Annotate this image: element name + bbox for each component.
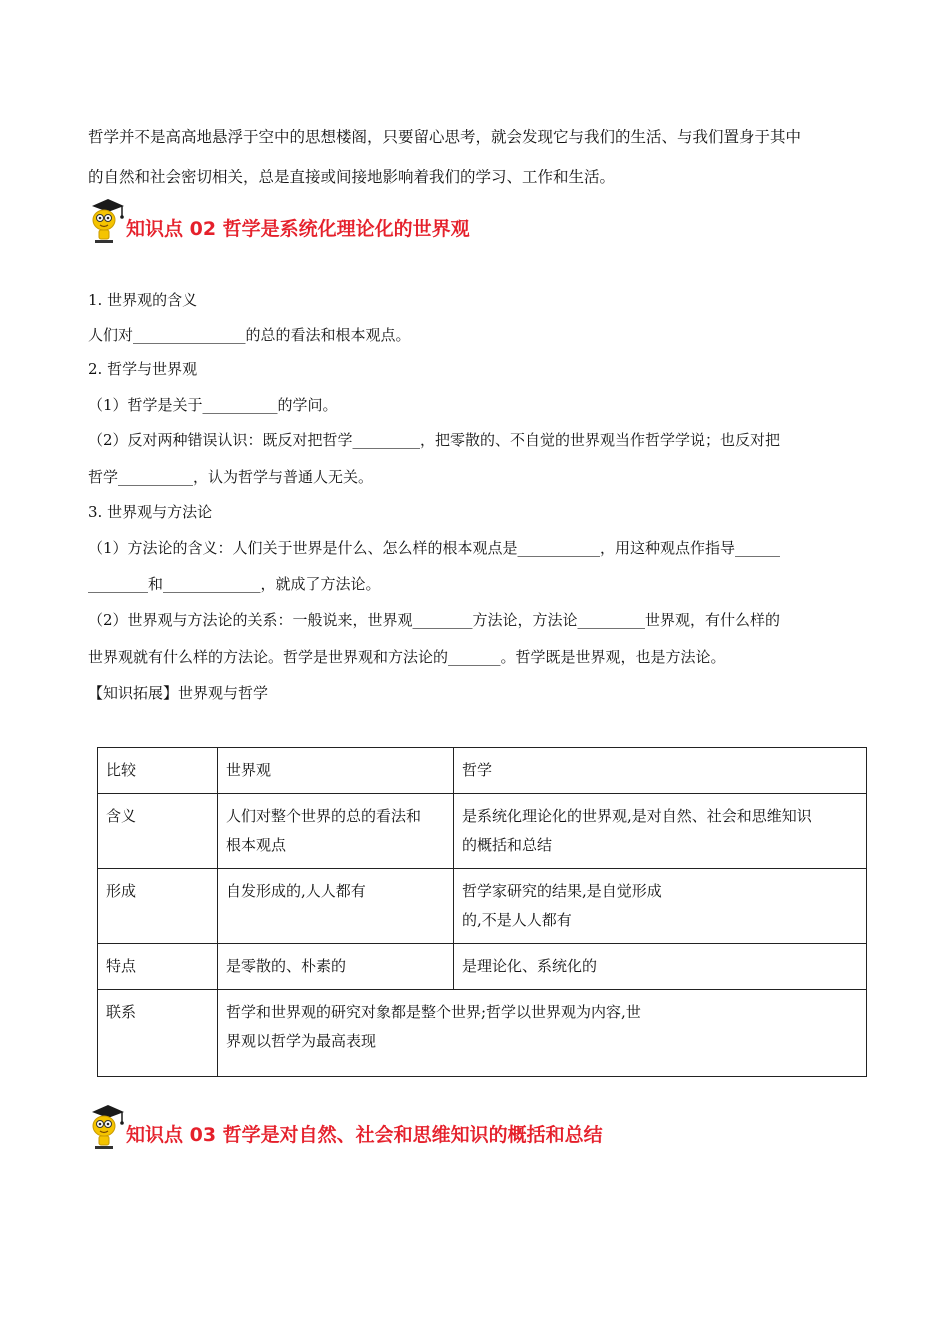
row-label: 形成: [98, 869, 218, 944]
table-row: [98, 944, 867, 990]
philosophy-cell: [454, 944, 867, 990]
knowledge-extension-title: 【知识拓展】世界观与哲学: [88, 684, 269, 702]
philosophy-cell: [454, 869, 867, 944]
item-1-title: 1. 世界观的含义: [88, 291, 198, 309]
cell-line: 自发形成的,人人都有: [226, 882, 366, 900]
item-3-point-1b: ________和_____________，就成了方法论。: [88, 575, 381, 593]
item-1-body: 人们对_______________的总的看法和根本观点。: [88, 326, 411, 344]
section-heading-03: [86, 1102, 603, 1152]
cell-line: 哲学和世界观的研究对象都是整个世界;哲学以世界观为内容,世: [226, 1003, 641, 1021]
item-3-point-2a: （2）世界观与方法论的关系：一般说来，世界观________方法论，方法论_________世界观，有什么样的: [88, 611, 781, 629]
intro-line-1: 哲学并不是高高地悬浮于空中的思想楼阁，只要留心思考，就会发现它与我们的生活、与我们置身于其中: [88, 128, 802, 146]
cell-line: 是零散的、朴素的: [226, 957, 347, 975]
section-title-02: 知识点 02 哲学是系统化理论化的世界观: [126, 217, 470, 240]
table-header-row: [98, 748, 867, 794]
philosophy-cell: [454, 794, 867, 869]
table-header-cell: 比较: [98, 748, 218, 794]
cell-line: 界观以哲学为最高表现: [226, 1032, 377, 1050]
item-3-point-1a: （1）方法论的含义：人们关于世界是什么、怎么样的根本观点是___________，用这种观点作指导______: [88, 539, 781, 557]
section-title-03: 知识点 03 哲学是对自然、社会和思维知识的概括和总结: [126, 1123, 603, 1146]
row-label: 联系: [98, 990, 218, 1077]
cell-line: 是理论化、系统化的: [462, 957, 598, 975]
item-2-point-2b: 哲学__________，认为哲学与普通人无关。: [88, 468, 374, 486]
row-label: 特点: [98, 944, 218, 990]
item-3-point-2b: 世界观就有什么样的方法论。哲学是世界观和方法论的_______。哲学既是世界观，也是方法论。: [88, 648, 726, 666]
worldview-cell: [218, 794, 454, 869]
table-header-cell: 世界观: [218, 748, 454, 794]
intro-line-2: 的自然和社会密切相关，总是直接或间接地影响着我们的学习、工作和生活。: [88, 168, 616, 186]
cell-line: 根本观点: [226, 836, 287, 854]
table-header-cell: 哲学: [454, 748, 867, 794]
item-2-point-1: （1）哲学是关于__________的学问。: [88, 396, 338, 414]
table-row: [98, 869, 867, 944]
item-2-title: 2. 哲学与世界观: [88, 360, 198, 378]
row-label: 含义: [98, 794, 218, 869]
graduate-mascot-icon: [86, 196, 126, 246]
worldview-cell: [218, 869, 454, 944]
item-3-title: 3. 世界观与方法论: [88, 503, 213, 521]
cell-line: 人们对整个世界的总的看法和: [226, 807, 422, 825]
comparison-table: [97, 747, 867, 1077]
cell-line: 是系统化理论化的世界观,是对自然、社会和思维知识: [462, 807, 812, 825]
graduate-mascot-icon: [86, 1102, 126, 1152]
table-row: [98, 794, 867, 869]
table-row: [98, 990, 867, 1077]
relation-cell: [218, 990, 867, 1077]
cell-line: 的概括和总结: [462, 836, 553, 854]
section-heading-02: [86, 196, 470, 246]
cell-line: 的,不是人人都有: [462, 911, 572, 929]
item-2-point-2a: （2）反对两种错误认识：既反对把哲学_________，把零散的、不自觉的世界观当作哲学学说；也反对把: [88, 431, 781, 449]
worldview-cell: [218, 944, 454, 990]
cell-line: 哲学家研究的结果,是自觉形成: [462, 882, 662, 900]
